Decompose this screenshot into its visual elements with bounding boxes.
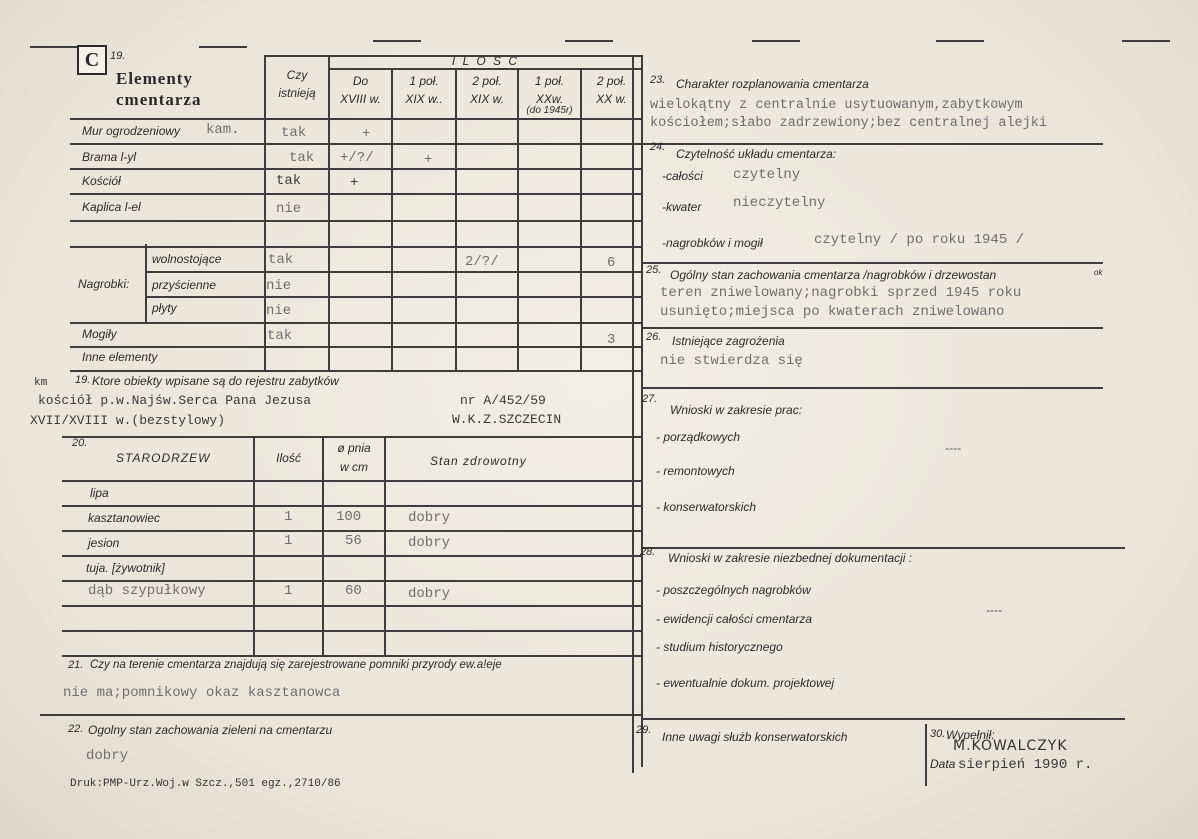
grid-line — [70, 346, 641, 348]
header-col: Do — [352, 74, 369, 88]
grid-line — [62, 505, 641, 507]
trees-header-diam: w cm — [340, 460, 368, 474]
readability-quarters-value: nieczytelny — [733, 195, 826, 211]
registry-number: 19. — [75, 374, 91, 386]
tree-state: dobry — [408, 510, 451, 526]
header-exists: Czy — [286, 68, 308, 82]
grid-line — [70, 220, 641, 222]
tree-name: tuja. [żywotnik] — [86, 561, 165, 575]
grid-line — [641, 718, 1125, 720]
tree-name: dąb szypułkowy — [88, 583, 206, 599]
grid-line — [145, 244, 147, 324]
header-col: 2 poł. — [472, 74, 502, 88]
grid-line — [62, 605, 641, 607]
works-label: Wnioski w zakresie prac: — [670, 403, 803, 417]
row-value: tak — [268, 252, 294, 268]
tree-state: dobry — [408, 586, 451, 602]
header-col: 1 poł. — [409, 74, 439, 88]
grid-line — [70, 370, 641, 372]
date-label: Data — [930, 757, 956, 771]
row-value: 2/?/ — [465, 254, 499, 270]
nature-label: Czy na terenie cmentarza znajdują się zarejestrowane pomniki przyrody ew.a!eje — [90, 659, 502, 671]
section-number: 27. — [642, 393, 658, 405]
works-item: - porządkowych — [656, 430, 741, 444]
layout-line: wielokątny z centralnie usytuowanym,zabytkowym — [650, 98, 1023, 113]
section-number: 20. — [72, 437, 88, 449]
grid-line — [632, 55, 634, 773]
filled-by-value: M.KOWALCZYK — [953, 738, 1068, 754]
tree-qty: 1 — [284, 583, 293, 599]
condition-mark: ok — [1094, 268, 1103, 277]
grid-line — [641, 327, 1103, 329]
tree-qty: 1 — [284, 509, 293, 525]
registry-number-value: nr A/452/59 — [460, 393, 546, 408]
grid-line — [145, 296, 641, 298]
header-col: (do 1945r) — [526, 105, 573, 116]
grid-line — [62, 555, 641, 557]
registry-line: XVII/XVIII w.(bezstylowy) — [30, 413, 226, 428]
tree-state: dobry — [408, 535, 451, 551]
grid-line — [70, 118, 641, 120]
greenery-value: dobry — [86, 748, 129, 764]
section-number: 26. — [646, 331, 662, 343]
elements-title: cmentarza — [116, 90, 202, 109]
trees-header-name: STARODRZEW — [116, 451, 211, 465]
condition-line: usunięto;miejsca po kwaterach zniwelowano — [660, 304, 1005, 320]
documentation-item: - ewidencji całości cmentarza — [656, 612, 813, 626]
tree-name: lipa — [90, 486, 109, 500]
registry-authority: W.K.Z.SZCZECIN — [452, 412, 562, 427]
trees-header-state: Stan zdrowotny — [430, 454, 527, 468]
top-mark — [1122, 40, 1170, 42]
grid-line — [641, 387, 1103, 389]
section-number: 29. — [636, 724, 652, 736]
row-label: wolnostojące — [152, 252, 222, 266]
row-value: tak — [281, 125, 307, 141]
section-number: 28. — [640, 546, 656, 558]
top-mark — [936, 40, 984, 42]
row-value: tak — [276, 173, 302, 189]
readability-graves-label: -nagrobków i mogił — [662, 236, 763, 250]
row-value: tak — [267, 328, 293, 344]
row-label: przyścienne — [152, 278, 217, 292]
top-mark — [30, 46, 78, 48]
row-label: Nagrobki: — [78, 277, 130, 291]
documentation-item: - ewentualnie dokum. projektowej — [656, 676, 835, 690]
grid-line — [580, 68, 582, 370]
works-item: - konserwatorskich — [656, 500, 757, 514]
header-col: XIX w.. — [405, 92, 443, 106]
section-number: 30. — [930, 728, 946, 740]
row-value: 3 — [607, 332, 616, 348]
row-value: + — [424, 152, 433, 168]
registry-line: kościół p.w.Najśw.Serca Pana Jezusa — [38, 393, 312, 408]
row-label: Mur ogrodzeniowy — [82, 124, 181, 138]
row-value: nie — [276, 201, 302, 217]
print-footer: Druk:PMP-Urz.Woj.w Szcz.,501 egz.,2710/86 — [70, 778, 341, 790]
grid-line — [328, 68, 641, 70]
grid-line — [145, 271, 641, 273]
section-number: 24. — [650, 141, 666, 153]
grid-line — [70, 193, 641, 195]
row-label: Kaplica l-el — [82, 200, 141, 214]
tree-diam: 100 — [336, 509, 362, 525]
section-number: 25. — [646, 264, 662, 276]
grid-line — [62, 480, 641, 482]
tree-qty: 1 — [284, 533, 293, 549]
row-label: Brama l-yl — [82, 150, 137, 164]
grid-line — [253, 436, 255, 655]
grid-line — [70, 246, 641, 248]
grid-line — [641, 262, 1103, 264]
grid-line — [641, 143, 1103, 145]
readability-whole-label: -całości — [662, 169, 703, 183]
row-value: nie — [266, 303, 292, 319]
threats-label: Istniejące zagrożenia — [672, 334, 785, 348]
header-col: 1 poł. — [534, 74, 565, 88]
grid-line — [925, 724, 927, 786]
readability-quarters-label: -kwater — [662, 200, 702, 214]
date-value: sierpień 1990 r. — [958, 757, 1093, 773]
row-label: Kościół — [82, 174, 121, 188]
header-col: XVIII w. — [340, 92, 381, 106]
grid-line — [62, 580, 641, 582]
tree-name: kasztanowiec — [88, 511, 161, 525]
row-label: Mogiły — [82, 327, 117, 341]
documentation-label: Wnioski w zakresie niezbednej dokumentacji : — [668, 551, 913, 565]
works-dash: ---- — [945, 441, 961, 455]
row-label: płyty — [152, 301, 177, 315]
registry-prefix: km — [34, 377, 48, 389]
registry-label: Ktore obiekty wpisane są do rejestru zabytków — [92, 374, 339, 388]
readability-whole-value: czytelny — [733, 167, 801, 183]
section-number: 21. — [68, 659, 84, 671]
section-number: 22. — [68, 723, 84, 735]
header-col: 2 poł. — [596, 74, 627, 88]
row-value: nie — [266, 278, 292, 294]
layout-line: kościołem;słabo zadrzewiony;bez centralnej alejki — [650, 116, 1047, 131]
grid-line — [70, 322, 641, 324]
remarks-label: Inne uwagi służb konserwatorskich — [662, 730, 848, 744]
trees-header-diam: ø pnia — [337, 441, 371, 455]
grid-line — [62, 630, 641, 632]
works-item: - remontowych — [656, 464, 735, 478]
top-mark — [565, 40, 613, 42]
grid-line — [70, 143, 641, 145]
layout-label: Charakter rozplanowania cmentarza — [676, 77, 869, 91]
row-value: + — [350, 175, 359, 191]
greenery-label: Ogolny stan zachowania zieleni na cmentarzu — [88, 723, 333, 737]
section-number: 23. — [650, 74, 666, 86]
top-mark — [752, 40, 800, 42]
tree-name: jesion — [88, 536, 120, 550]
row-label: Inne elementy — [82, 350, 158, 364]
grid-line — [391, 68, 393, 370]
header-exists: istnieją — [278, 86, 316, 100]
grid-line — [62, 436, 641, 438]
top-mark — [373, 40, 421, 42]
tree-diam: 60 — [345, 583, 362, 599]
documentation-item: - studium historycznego — [656, 640, 783, 654]
documentation-dash: ---- — [986, 603, 1002, 617]
row-value: +/?/ — [340, 150, 374, 166]
elements-title: Elementy — [116, 69, 193, 88]
grid-line — [455, 68, 457, 370]
section-letter: C — [77, 45, 107, 75]
grid-line — [641, 547, 1125, 549]
tree-diam: 56 — [345, 533, 362, 549]
condition-line: teren zniwelowany;nagrobki sprzed 1945 roku — [660, 285, 1022, 301]
threats-value: nie stwierdza się — [660, 353, 803, 369]
grid-line — [62, 530, 641, 532]
row-value: kam. — [206, 122, 240, 138]
grid-line — [40, 714, 642, 716]
condition-label: Ogólny stan zachowania cmentarza /nagrobków i drzewostan — [670, 268, 997, 282]
readability-label: Czytelność układu cmentarza: — [676, 147, 837, 161]
header-quantity: I L O S C — [451, 54, 520, 68]
grid-line — [70, 168, 641, 170]
grid-line — [384, 436, 386, 655]
header-col: XX w. — [596, 92, 627, 106]
top-mark — [199, 46, 247, 48]
header-col: XIX w. — [469, 92, 504, 106]
row-value: + — [362, 126, 371, 142]
trees-header-qty: Ilość — [276, 451, 301, 465]
row-value: 6 — [607, 255, 616, 271]
row-value: tak — [289, 150, 315, 166]
documentation-item: - poszczególnych nagrobków — [656, 583, 811, 597]
nature-value: nie ma;pomnikowy okaz kasztanowca — [63, 685, 341, 701]
grid-line — [62, 655, 641, 657]
grid-line — [641, 55, 643, 767]
header-col: XXw. — [535, 92, 564, 106]
readability-graves-value: czytelny / po roku 1945 / — [814, 232, 1025, 248]
section-number: 19. — [110, 50, 126, 62]
filled-by-label: Wypełnił: — [946, 728, 995, 742]
